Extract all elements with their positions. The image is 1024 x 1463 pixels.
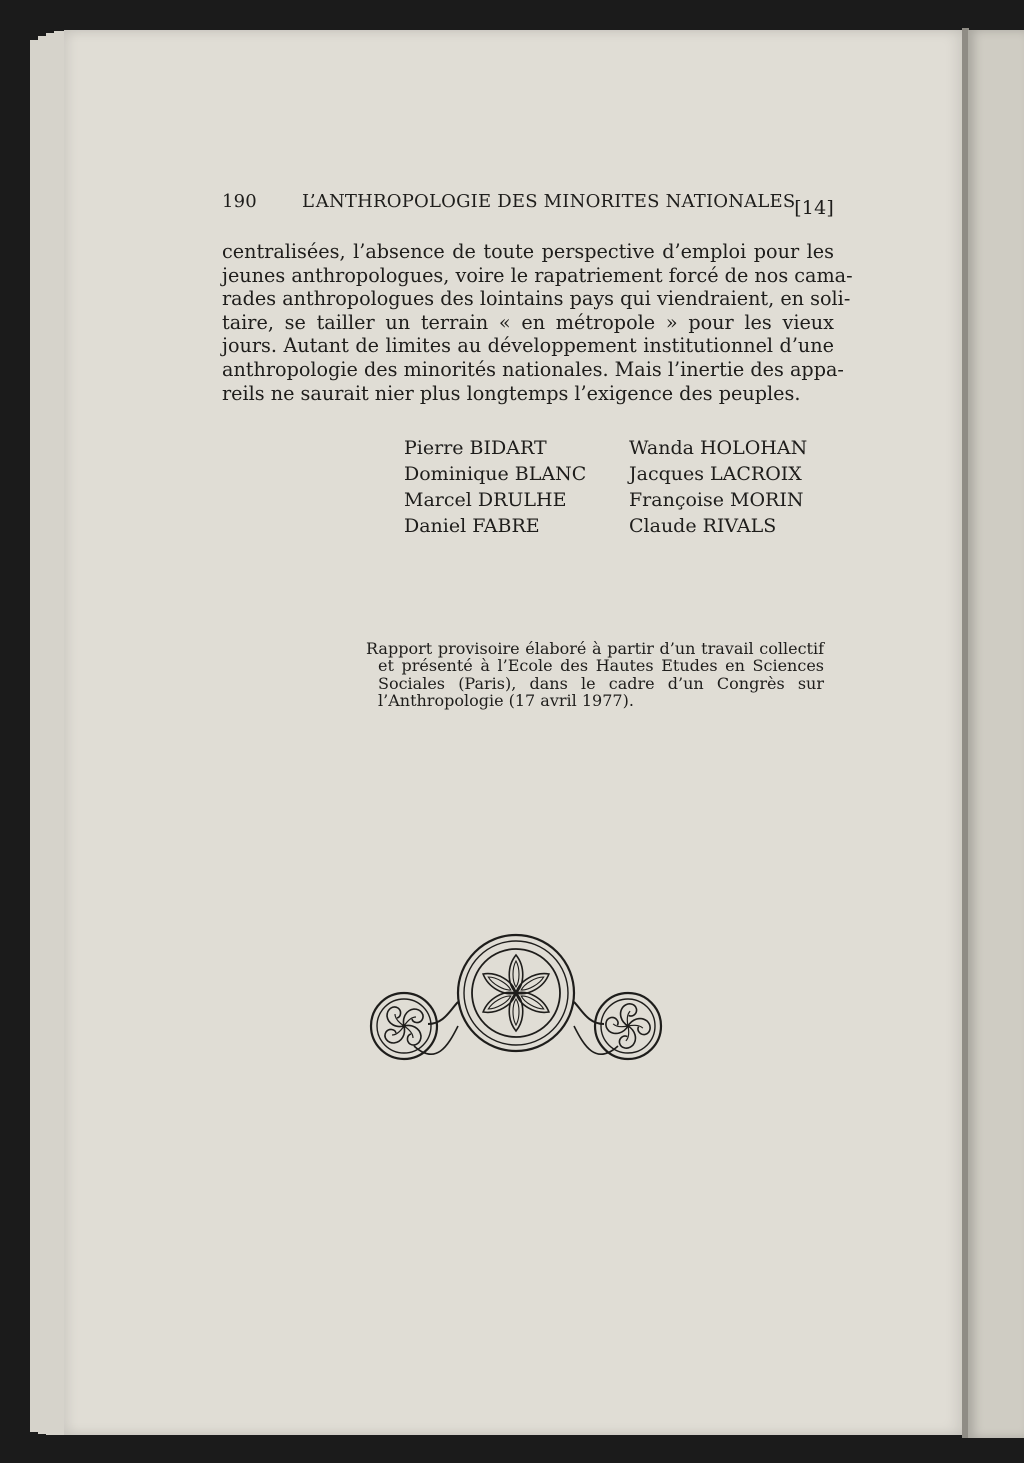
body-paragraph — [222, 240, 853, 405]
running-title: L’ANTHROPOLOGIE DES MINORITES NATIONALES — [302, 191, 796, 212]
body-line: centralisées, l’absence de toute perspective d’emploi pour les — [222, 240, 834, 263]
facing-page-edge — [968, 30, 1024, 1438]
author-name: Marcel DRULHE — [404, 489, 567, 511]
author-name: Dominique BLANC — [404, 463, 587, 485]
note-line: et présenté à l’Ecole des Hautes Etudes en Sciences — [378, 656, 824, 676]
note-line: Rapport provisoire élaboré à partir d’un travail collectif — [366, 639, 824, 658]
page-number: 190 — [222, 191, 257, 212]
body-line: reils ne saurait nier plus longtemps l’exigence des peuples. — [222, 381, 801, 405]
author-name: Wanda HOLOHAN — [629, 437, 808, 459]
body-line: jeunes anthropologues, voire le rapatriement forcé de nos cama- — [222, 263, 853, 287]
note-line: l’Anthropologie (17 avril 1977). — [378, 691, 634, 711]
signatures-right-column — [629, 435, 807, 539]
section-number: [14] — [794, 197, 834, 219]
author-name: Jacques LACROIX — [629, 463, 802, 485]
report-note — [366, 640, 824, 710]
basque-rosette-ornament-icon — [366, 906, 666, 1080]
author-name: Daniel FABRE — [404, 515, 540, 537]
body-line: jours. Autant de limites au développement institutionnel d’une — [222, 334, 834, 358]
author-name: Françoise MORIN — [629, 489, 804, 511]
body-line: rades anthropologues des lointains pays qui viendraient, en soli- — [222, 287, 851, 311]
body-line: anthropologie des minorités nationales. Mais l’inertie des appa- — [222, 357, 844, 381]
book-page — [64, 30, 966, 1435]
running-header — [222, 188, 834, 222]
body-line: taire, se tailler un terrain « en métropole » pour les vieux — [222, 310, 834, 334]
signatures-left-column — [404, 435, 586, 539]
note-line: Sociales (Paris), dans le cadre d’un Congrès sur — [378, 673, 824, 693]
author-name: Pierre BIDART — [404, 437, 547, 459]
author-name: Claude RIVALS — [629, 515, 777, 537]
